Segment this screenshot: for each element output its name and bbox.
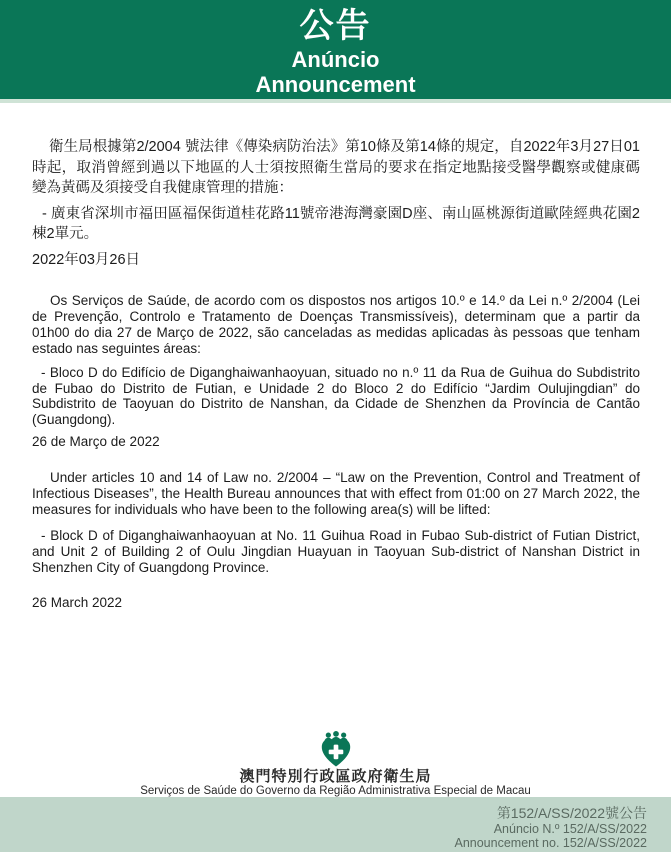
section-portuguese <box>32 293 640 450</box>
paragraph-zh: 衛生局根據第2/2004 號法律《傳染病防治法》第10條及第14條的規定，自2022年3月27日01時起，取消曾經到過以下地區的人士須按照衛生當局的要求在指定地點接受醫學觀察或健康碼變為黃碼及須接受自我健康管理的措施： <box>32 139 640 196</box>
announcement-body <box>0 103 671 611</box>
date-en: 26 March 2022 <box>32 594 123 610</box>
issuer-name-pt: Serviços de Saúde do Governo da Região Administrativa Especial de Macau <box>140 785 531 797</box>
reference-footer <box>0 797 671 852</box>
header-title-en: Announcement <box>255 72 416 97</box>
reference-number-zh: 第152/A/SS/2022號公告 <box>496 805 647 821</box>
area-bullet-en: - Block D of Diganghaiwanhaoyuan at No. 11 Guihua Road in Fubao Sub-district of Futian District, and Unit 2 of Building 2 of Oulu Jingdian Huayuan in Taoyuan Sub-district of Nanshan District in Shenzhen City of Guangdong Province. <box>32 527 640 575</box>
date-pt: 26 de Março de 2022 <box>32 434 160 450</box>
section-chinese <box>32 137 640 270</box>
header-title-pt: Anúncio <box>291 47 380 72</box>
area-bullet-pt: - Bloco D do Edifício de Diganghaiwanhaoyuan, situado no n.º 11 da Rua de Guihua do Subdistrito de Fubao do Distrito de Futian, e Unidade 2 do Bloco 2 do Edifício “Jardim Oulujingdian” do Subdistrito de Taoyuan do Distrito de Nanshan, da Cidade de Shenzhen da Província de Cantão (Guangdong). <box>32 364 640 428</box>
section-english <box>32 470 640 610</box>
issuer-block <box>0 731 671 798</box>
issuer-name-zh: 澳門特別行政區政府衛生局 <box>239 768 432 785</box>
area-bullet-zh: - 廣東省深圳市福田區福保街道桂花路11號帝港海灣豪園D座、南山區桃源街道歐陸經典花園2棟2單元。 <box>32 205 640 242</box>
reference-number-pt: Anúncio N.º 152/A/SS/2022 <box>493 822 647 836</box>
paragraph-en: Under articles 10 and 14 of Law no. 2/2004 – “Law on the Prevention, Control and Treatment of Infectious Diseases”, the Health Bureau announces that with effect from 01:00 on 27 March 2022, the measures for individuals who have been to the following area(s) will be lifted: <box>32 470 640 517</box>
paragraph-pt: Os Serviços de Saúde, de acordo com os dispostos nos artigos 10.º e 14.º da Lei n.º 2/2004 (Lei de Prevenção, Controlo e Tratamento de Doenças Transmissíveis), determinam que a partir da 01h00 do dia 27 de Março de 2022, são canceladas as medidas aplicadas às pessoas que tenham estado nas seguintes áreas: <box>32 293 640 356</box>
date-zh: 2022年03月26日 <box>32 251 141 268</box>
reference-number-en: Announcement no. 152/A/SS/2022 <box>454 836 647 850</box>
macau-health-bureau-heart-logo-icon <box>317 731 355 767</box>
header-title-zh: 公告 <box>299 7 372 45</box>
announcement-header <box>0 0 671 99</box>
